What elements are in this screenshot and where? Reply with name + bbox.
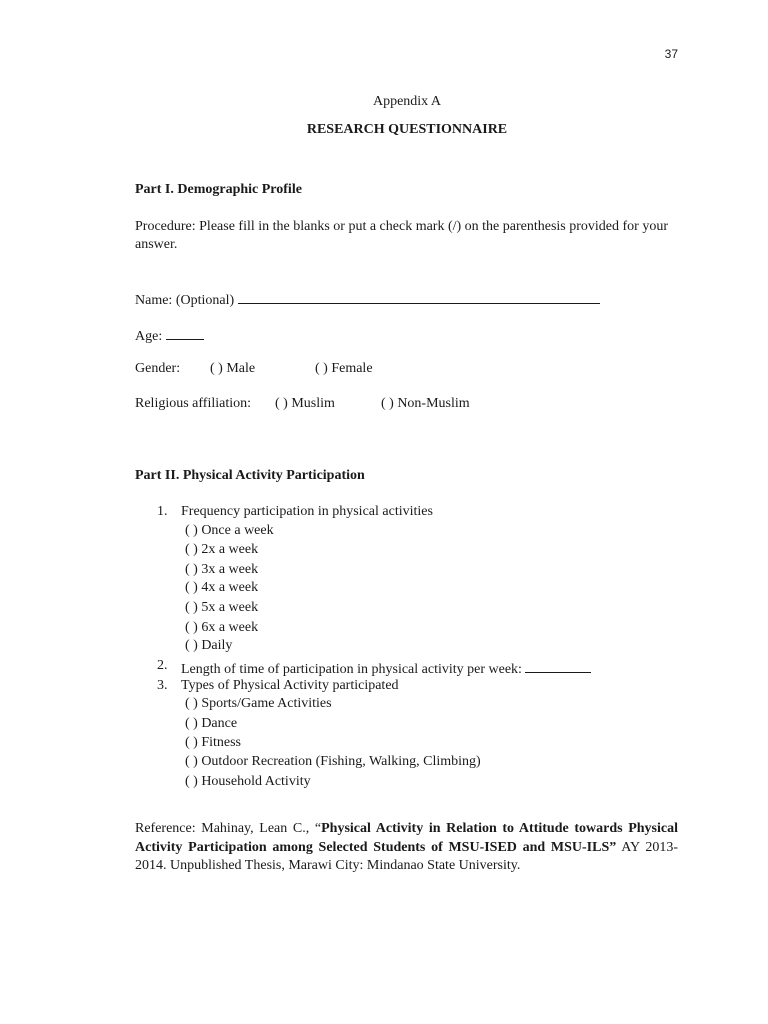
q2-text: Length of time of participation in physical activity per week: [181,662,522,677]
reference-citation [135,820,678,876]
religion-option-non-muslim[interactable]: ( ) Non-Muslim [381,396,470,411]
document-title: RESEARCH QUESTIONNAIRE [306,122,508,137]
q1-option-2x[interactable]: ( ) 2x a week [185,542,259,557]
part1-heading: Part I. Demographic Profile [135,182,302,197]
q1-text: Frequency participation in physical activities [181,504,433,519]
q3-option-fitness[interactable]: ( ) Fitness [185,735,241,750]
page-number: 37 [664,47,678,61]
procedure-text: Procedure: Please fill in the blanks or put a check mark (/) on the parenthesis provided for your answer. [135,219,669,252]
reference-prefix: Reference: Mahinay, Lean C., “ [135,821,322,836]
age-row [135,325,204,345]
q1-option-6x[interactable]: ( ) 6x a week [185,620,259,635]
age-label: Age: [135,329,163,344]
q1-option-daily[interactable]: ( ) Daily [185,638,233,653]
reference-title: Physical Activity in Relation to Attitude towards Physical Activity Participation among Selected Students of MSU-ISED and MSU-ILS” [135,821,679,855]
gender-label: Gender: [135,361,181,376]
gender-option-female[interactable]: ( ) Female [315,361,373,376]
q1-option-once[interactable]: ( ) Once a week [185,523,274,538]
q2-blank[interactable] [525,658,591,673]
q1-option-3x[interactable]: ( ) 3x a week [185,562,259,577]
gender-row [135,361,180,377]
q3-text: Types of Physical Activity participated [181,678,399,693]
name-blank[interactable] [238,289,600,304]
religion-option-muslim[interactable]: ( ) Muslim [275,396,335,411]
q1-option-5x[interactable]: ( ) 5x a week [185,600,259,615]
part2-heading: Part II. Physical Activity Participation [135,468,365,483]
q2-number: 2. [157,658,168,673]
q3-option-dance[interactable]: ( ) Dance [185,716,238,731]
religion-label: Religious affiliation: [135,396,252,411]
q2-row [181,658,591,678]
reference-suffix: AY 2013-2014. Unpublished Thesis, Marawi City: Mindanao State University. [135,839,678,873]
name-label: Name: (Optional) [135,293,235,308]
q1-option-4x[interactable]: ( ) 4x a week [185,580,259,595]
q3-option-outdoor[interactable]: ( ) Outdoor Recreation (Fishing, Walking, Climbing) [185,754,481,769]
q3-number: 3. [157,678,168,693]
q3-option-sports[interactable]: ( ) Sports/Game Activities [185,696,332,711]
q3-option-household[interactable]: ( ) Household Activity [185,774,311,789]
name-row [135,289,600,309]
q1-number: 1. [157,504,168,519]
age-blank[interactable] [166,325,204,340]
gender-option-male[interactable]: ( ) Male [210,361,256,376]
appendix-label: Appendix A [372,94,442,109]
